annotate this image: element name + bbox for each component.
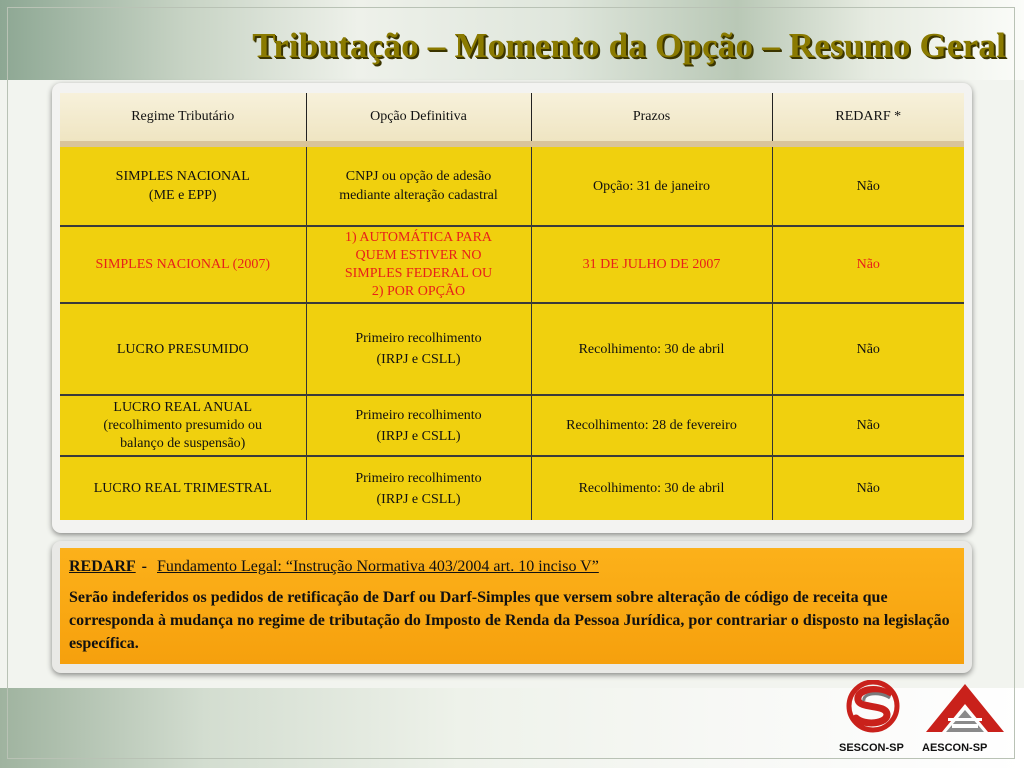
sescon-label: SESCON-SP (839, 742, 904, 754)
redarf-label: REDARF (69, 558, 136, 575)
cell-redarf: Não (772, 395, 964, 456)
cell-regime: SIMPLES NACIONAL (ME e EPP) (60, 144, 306, 226)
cell-prazo: Recolhimento: 30 de abril (531, 303, 772, 395)
cell-prazo: Opção: 31 de janeiro (531, 144, 772, 226)
cell-regime: LUCRO REAL ANUAL (recolhimento presumido ou balanço de suspensão) (60, 395, 306, 456)
aescon-label: AESCON-SP (922, 742, 988, 754)
legal-note-panel (52, 541, 972, 673)
cell-opcao: CNPJ ou opção de adesão mediante alteração cadastral (306, 144, 531, 226)
table-row-simples-nacional (60, 144, 964, 226)
table-row-lucro-real-anual (60, 395, 964, 456)
cell-prazo: 31 DE JULHO DE 2007 (531, 226, 772, 303)
cell-opcao: Primeiro recolhimento (IRPJ e CSLL) (306, 303, 531, 395)
logos (838, 680, 1008, 760)
cell-opcao: Primeiro recolhimento (IRPJ e CSLL) (306, 395, 531, 456)
cell-regime: SIMPLES NACIONAL (2007) (60, 226, 306, 303)
legal-note-text: Serão indeferidos os pedidos de retificação de Darf ou Darf-Simples que versem sobre alteração de código de receita que corresponda à mudança no regime de tributação do Imposto de Renda da Pessoa Jurídica, por contrariar o disposto na legislação específica. (69, 589, 950, 652)
cell-redarf: Não (772, 144, 964, 226)
cell-regime: LUCRO PRESUMIDO (60, 303, 306, 395)
cell-prazo: Recolhimento: 30 de abril (531, 456, 772, 520)
legal-note-box (60, 548, 964, 664)
table-row-simples-nacional-2007 (60, 226, 964, 303)
cell-redarf: Não (772, 226, 964, 303)
sescon-s-icon (838, 680, 908, 740)
slide-title: Tributação – Momento da Opção – Resumo Geral (252, 26, 1006, 65)
cell-redarf: Não (772, 456, 964, 520)
cell-redarf: Não (772, 303, 964, 395)
table-row-lucro-real-trimestral (60, 456, 964, 520)
cell-regime: LUCRO REAL TRIMESTRAL (60, 456, 306, 520)
header-redarf: REDARF * (772, 93, 964, 144)
summary-table-panel (52, 83, 972, 533)
separator-dash: - (141, 558, 147, 575)
legal-basis: Fundamento Legal: “Instrução Normativa 403/2004 art. 10 inciso V” (157, 558, 599, 575)
cell-opcao: 1) AUTOMÁTICA PARA QUEM ESTIVER NO SIMPLES FEDERAL OU 2) POR OPÇÃO (306, 226, 531, 303)
table-row-lucro-presumido (60, 303, 964, 395)
cell-opcao: Primeiro recolhimento (IRPJ e CSLL) (306, 456, 531, 520)
header-regime: Regime Tributário (60, 93, 306, 144)
header-prazos: Prazos (531, 93, 772, 144)
legal-note-heading (69, 558, 954, 576)
aescon-a-icon (922, 680, 1008, 740)
aescon-logo (922, 680, 1008, 760)
summary-table (60, 93, 964, 520)
cell-prazo: Recolhimento: 28 de fevereiro (531, 395, 772, 456)
table-header-row (60, 93, 964, 144)
sescon-logo (838, 680, 908, 760)
header-opcao: Opção Definitiva (306, 93, 531, 144)
